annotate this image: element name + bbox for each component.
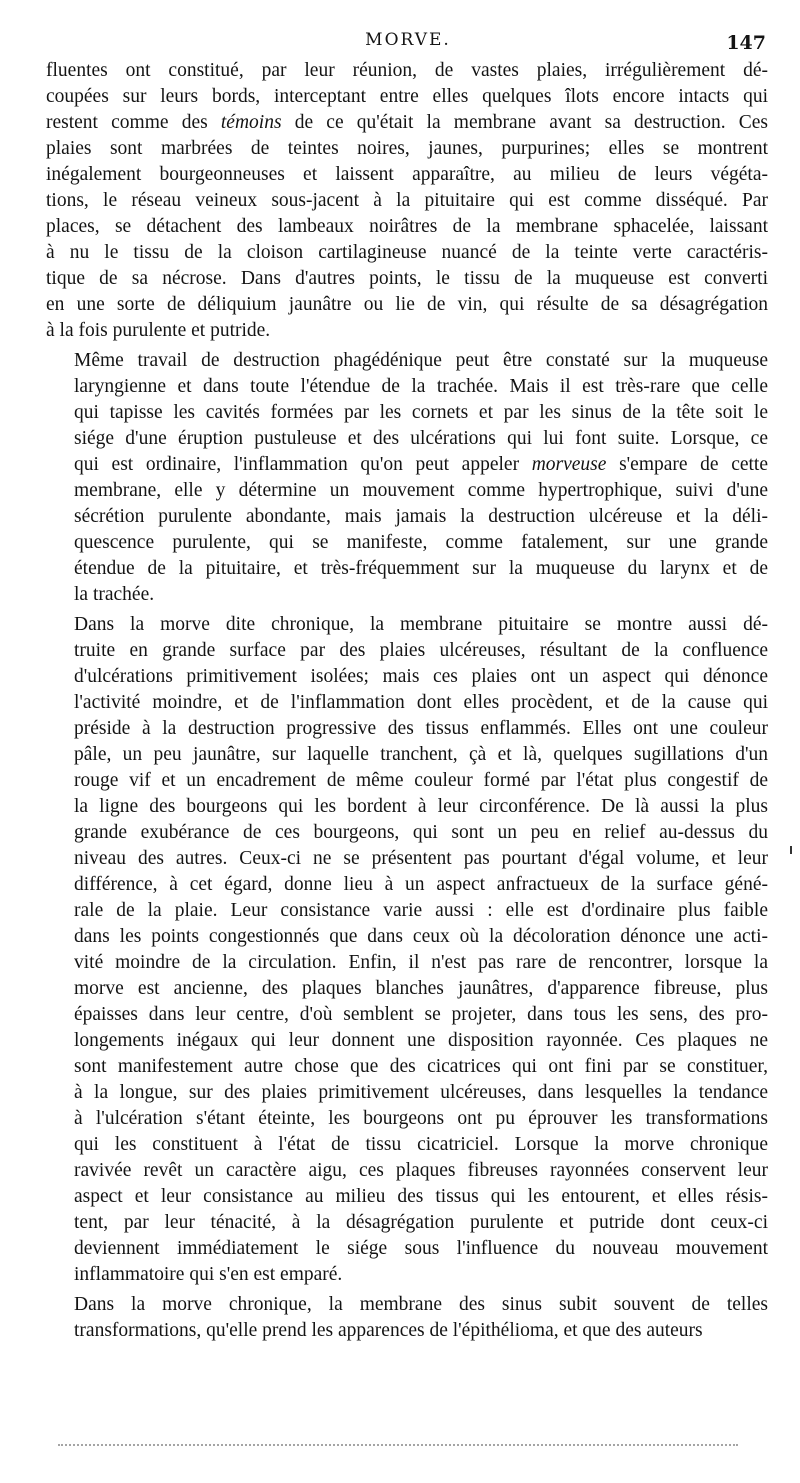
- text-line: d'ulcérations primitivement isolées; mais ces plaies ont un aspect qui dénonce: [74, 666, 768, 687]
- text-line: dans les points congestionnés que dans ceux où la décoloration dénonce une acti-: [74, 926, 768, 947]
- text-line: inégalement bourgeonneuses et laissent apparaître, au milieu de leurs végéta-: [46, 164, 768, 185]
- text-line: à la fois purulente et putride.: [46, 320, 271, 341]
- text-line: ravivée revêt un caractère aigu, ces plaques fibreuses rayonnées conservent leur: [74, 1160, 768, 1181]
- margin-speck: [790, 846, 792, 854]
- text-line: morve est ancienne, des plaques blanches jaunâtres, d'apparence fibreuse, plus: [74, 978, 768, 999]
- text-line: sont manifestement autre chose que des cicatrices qui ont fini par se constituer,: [74, 1056, 768, 1077]
- text-line: qui est ordinaire, l'inflammation qu'on peut appeler morveuse s'empare de cette: [74, 454, 769, 475]
- text-line: restent comme des témoins de ce qu'était la membrane avant sa destruction. Ces: [46, 112, 768, 133]
- text-line: tent, par leur ténacité, à la désagrégation purulente et putride dont ceux-ci: [74, 1212, 768, 1233]
- text-line: siége d'une éruption pustuleuse et des ulcérations qui lui font suite. Lorsque, ce: [74, 428, 768, 449]
- text-line: rouge vif et un encadrement de même couleur formé par l'état plus congestif de: [74, 770, 768, 791]
- text-line: laryngienne et dans toute l'étendue de la trachée. Mais il est très-rare que celle: [74, 376, 768, 397]
- text-line: deviennent immédiatement le siége sous l'influence du nouveau mouvement: [74, 1238, 768, 1259]
- text-line: truite en grande surface par des plaies ulcéreuses, résultant de la confluence: [74, 640, 768, 661]
- page-number: 147: [726, 32, 766, 54]
- paragraph: [46, 1292, 768, 1344]
- text-line: Dans la morve chronique, la membrane des sinus subit souvent de telles: [74, 1294, 768, 1315]
- text-line: membrane, elle y détermine un mouvement comme hypertrophique, suivi d'une: [74, 480, 768, 501]
- text-line: en une sorte de déliquium jaunâtre ou lie de vin, qui résulte de sa désagrégation: [46, 294, 768, 315]
- paragraph: [46, 348, 768, 608]
- text-line: différence, à cet égard, donne lieu à un aspect anfractueux de la surface géné-: [74, 874, 768, 895]
- text-line: à la longue, sur des plaies primitivement ulcéreuses, dans lesquelles la tendance: [74, 1082, 768, 1103]
- text-line: Dans la morve dite chronique, la membrane pituitaire se montre aussi dé-: [74, 614, 768, 635]
- text-line: à l'ulcération s'étant éteinte, les bourgeons ont pu éprouver les transformations: [74, 1108, 768, 1129]
- text-line: Même travail de destruction phagédénique peut être constaté sur la muqueuse: [74, 350, 768, 371]
- text-line: étendue de la pituitaire, et très-fréquemment sur la muqueuse du larynx et de: [74, 558, 768, 579]
- text-line: coupées sur leurs bords, interceptant entre elles quelques îlots encore intacts qui: [46, 86, 768, 107]
- text-line: places, se détachent des lambeaux noirâtres de la membrane sphacelée, laissant: [46, 216, 768, 237]
- text-line: à nu le tissu de la cloison cartilagineuse nuancé de la teinte verte caractéris-: [46, 242, 768, 263]
- text-line: quescence purulente, qui se manifeste, comme fatalement, sur une grande: [74, 532, 768, 553]
- text-line: qui tapisse les cavités formées par les cornets et par les sinus de la tête soit le: [74, 402, 768, 423]
- text-line: aspect et leur consistance au milieu des tissus qui les entourent, et elles résis-: [74, 1186, 768, 1207]
- text-line: fluentes ont constitué, par leur réunion, de vastes plaies, irrégulièrement dé-: [46, 60, 768, 81]
- text-line: vité moindre de la circulation. Enfin, il n'est pas rare de rencontrer, lorsque la: [74, 952, 768, 973]
- text-line: inflammatoire qui s'en est emparé.: [74, 1264, 343, 1285]
- text-line: pâle, un peu jaunâtre, sur laquelle tranchent, çà et là, quelques sugillations d'un: [74, 744, 768, 765]
- text-line: tique de sa nécrose. Dans d'autres points, le tissu de la muqueuse est converti: [46, 268, 768, 289]
- text-line: l'activité moindre, et de l'inflammation dont elles procèdent, et de la cause qui: [74, 692, 768, 713]
- running-head: [48, 30, 768, 54]
- paragraph: [46, 612, 768, 1288]
- bottom-rule: [58, 1444, 738, 1446]
- text-line: la ligne des bourgeons qui les bordent à leur circonférence. De là aussi la plus: [74, 796, 768, 817]
- running-title: MORVE.: [365, 30, 451, 50]
- text-line: tions, le réseau veineux sous-jacent à la pituitaire qui est comme disséqué. Par: [46, 190, 768, 211]
- body-text: [46, 58, 768, 1344]
- text-line: préside à la destruction progressive des tissus enflammés. Elles ont une couleur: [74, 718, 768, 739]
- text-line: plaies sont marbrées de teintes noires, jaunes, purpurines; elles se montrent: [46, 138, 768, 159]
- paragraph: [46, 58, 768, 344]
- text-line: niveau des autres. Ceux-ci ne se présentent pas pourtant d'égal volume, et leur: [74, 848, 768, 869]
- text-line: longements inégaux qui leur donnent une disposition rayonnée. Ces plaques ne: [74, 1030, 768, 1051]
- text-line: qui les constituent à l'état de tissu cicatriciel. Lorsque la morve chronique: [74, 1134, 768, 1155]
- text-line: rale de la plaie. Leur consistance varie aussi : elle est d'ordinaire plus faible: [74, 900, 768, 921]
- text-line: transformations, qu'elle prend les apparences de l'épithélioma, et que des auteurs: [74, 1320, 703, 1341]
- text-line: la trachée.: [74, 584, 155, 605]
- text-line: grande exubérance de ces bourgeons, qui sont un peu en relief au-dessus du: [74, 822, 768, 843]
- text-line: sécrétion purulente abondante, mais jamais la destruction ulcéreuse et la déli-: [74, 506, 768, 527]
- text-line: épaisses dans leur centre, d'où semblent se projeter, dans tous les sens, des pro-: [74, 1004, 768, 1025]
